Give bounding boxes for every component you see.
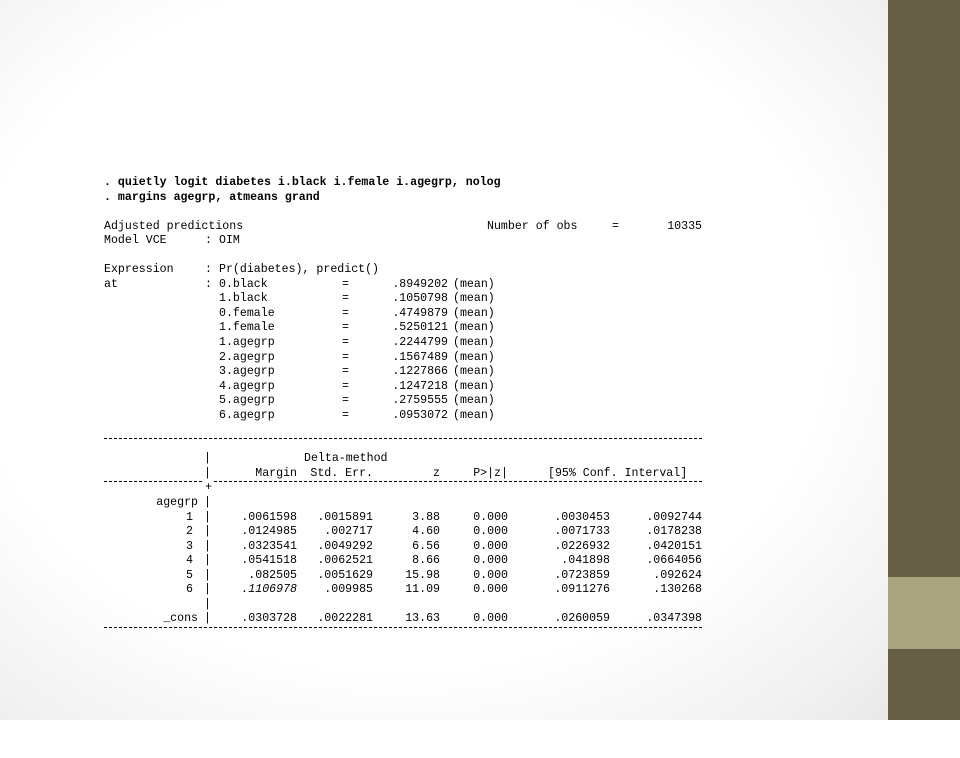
at-note: (mean) (453, 350, 495, 364)
cell-ci-high: .0664056 (646, 554, 702, 568)
table-header-line (104, 467, 714, 482)
vce-sep: : (205, 234, 212, 248)
cell-se: .009985 (324, 583, 373, 597)
at-line (104, 336, 714, 351)
at-line (104, 278, 714, 293)
at-equals: = (342, 408, 349, 422)
cell-ci-low: .0226932 (554, 539, 610, 553)
expression-label: Expression (104, 263, 174, 277)
at-value: .1247218 (392, 379, 448, 393)
blank-line (104, 249, 714, 264)
at-var: 4.agegrp (219, 379, 275, 393)
at-line (104, 321, 714, 336)
cell-ci-high: .092624 (653, 568, 702, 582)
cell-ci-low: .0030453 (554, 510, 610, 524)
cell-ci-high: .0178238 (646, 525, 702, 539)
cell-se: .0051629 (317, 568, 373, 582)
at-var: 2.agegrp (219, 350, 275, 364)
group-label-line (104, 496, 714, 511)
column-divider: | (204, 583, 211, 597)
row-label: 6 (186, 583, 193, 597)
column-divider: | (204, 554, 211, 568)
cell-p: 0.000 (473, 554, 508, 568)
at-value: .1227866 (392, 365, 448, 379)
cell-se: .002717 (324, 525, 373, 539)
at-value: .1567489 (392, 350, 448, 364)
at-equals: = (342, 277, 349, 291)
at-line (104, 351, 714, 366)
table-row (104, 583, 714, 598)
cell-ci-low: .0911276 (554, 583, 610, 597)
vce-label: Model VCE (104, 234, 167, 248)
row-label: 1 (186, 510, 193, 524)
output-title: Adjusted predictions (104, 219, 244, 233)
expression-sep: : (205, 263, 212, 277)
cell-p: 0.000 (473, 510, 508, 524)
at-value: .4749879 (392, 306, 448, 320)
cell-z: 11.09 (405, 583, 440, 597)
cell-z: 4.60 (412, 525, 440, 539)
accent-band-middle (888, 577, 960, 649)
cell-margin: .0303728 (241, 612, 297, 626)
column-divider: | (204, 539, 211, 553)
cell-se: .0022281 (317, 612, 373, 626)
column-divider: | (204, 466, 211, 480)
at-value: .5250121 (392, 321, 448, 335)
cell-z: 3.88 (412, 510, 440, 524)
cell-ci-low: .0260059 (554, 612, 610, 626)
vce-line (104, 234, 714, 249)
cell-z: 15.98 (405, 568, 440, 582)
table-row (104, 511, 714, 526)
at-equals: = (342, 336, 349, 350)
cell-z: 13.63 (405, 612, 440, 626)
at-var: 5.agegrp (219, 394, 275, 408)
at-label: at (104, 277, 118, 291)
dashed-rule (104, 438, 702, 439)
at-line (104, 292, 714, 307)
table-row (104, 569, 714, 584)
col-header-margin: Margin (255, 466, 297, 480)
cell-ci-high: .0092744 (646, 510, 702, 524)
col-header-ci: [95% Conf. Interval] (548, 466, 688, 480)
column-divider: | (204, 597, 211, 611)
at-note: (mean) (453, 306, 495, 320)
cell-margin: .0061598 (241, 510, 297, 524)
accent-band-bottom (888, 649, 960, 720)
at-value: .2244799 (392, 336, 448, 350)
column-divider: | (204, 612, 211, 626)
table-row (104, 525, 714, 540)
cell-se: .0049292 (317, 539, 373, 553)
cell-z: 8.66 (412, 554, 440, 568)
at-var: 1.black (219, 292, 268, 306)
cell-ci-high: .0420151 (646, 539, 702, 553)
column-divider: | (204, 568, 211, 582)
at-note: (mean) (453, 336, 495, 350)
at-note: (mean) (453, 365, 495, 379)
at-equals: = (342, 306, 349, 320)
command-line (104, 176, 714, 191)
at-line (104, 394, 714, 409)
col-header-se: Std. Err. (310, 466, 373, 480)
dashed-rule (104, 481, 702, 482)
at-equals: = (342, 365, 349, 379)
at-equals: = (342, 350, 349, 364)
cell-ci-high: .130268 (653, 583, 702, 597)
table-header-line (104, 452, 714, 467)
group-label: agegrp (156, 496, 198, 510)
col-header-z: z (433, 466, 440, 480)
row-label: 5 (186, 568, 193, 582)
logit-command: . quietly logit diabetes i.black i.female i.agegrp, nolog (104, 176, 501, 189)
at-value: .2759555 (392, 394, 448, 408)
cell-ci-low: .041898 (561, 554, 610, 568)
row-label: 2 (186, 525, 193, 539)
table-rule-mid (104, 481, 714, 496)
row-label: 3 (186, 539, 193, 553)
table-row (104, 540, 714, 555)
column-divider: | (204, 510, 211, 524)
stata-output (104, 176, 714, 642)
accent-band-top (888, 0, 960, 577)
cell-margin: .1106978 (241, 583, 297, 597)
at-note: (mean) (453, 379, 495, 393)
cell-p: 0.000 (473, 568, 508, 582)
row-label: 4 (186, 554, 193, 568)
table-row (104, 554, 714, 569)
col-header-p: P>|z| (473, 466, 508, 480)
cell-margin: .082505 (248, 568, 297, 582)
expression-value: Pr(diabetes), predict() (219, 263, 380, 277)
nobs-equals: = (612, 219, 619, 233)
dashed-rule (104, 627, 702, 628)
blank-line (104, 205, 714, 220)
at-equals: = (342, 292, 349, 306)
cell-ci-high: .0347398 (646, 612, 702, 626)
at-value: .1050798 (392, 292, 448, 306)
margins-command: . margins agegrp, atmeans grand (104, 190, 320, 204)
column-divider: | (204, 525, 211, 539)
at-line (104, 380, 714, 395)
cell-margin: .0323541 (241, 539, 297, 553)
header-line (104, 220, 714, 235)
cell-ci-low: .0071733 (554, 525, 610, 539)
expression-line (104, 263, 714, 278)
at-sep: : (205, 277, 212, 291)
at-equals: = (342, 394, 349, 408)
at-note: (mean) (453, 321, 495, 335)
at-var: 3.agegrp (219, 365, 275, 379)
cell-margin: .0541518 (241, 554, 297, 568)
at-line (104, 365, 714, 380)
vce-value: OIM (219, 234, 240, 248)
column-divider: | (204, 452, 211, 466)
column-divider: | (204, 496, 211, 510)
at-equals: = (342, 321, 349, 335)
at-var: 6.agegrp (219, 408, 275, 422)
table-rule-top (104, 438, 714, 453)
at-var: 1.female (219, 321, 275, 335)
row-label-cons: _cons (163, 612, 198, 626)
table-rule-bottom (104, 627, 714, 642)
rule-junction: + (205, 481, 212, 495)
cell-p: 0.000 (473, 583, 508, 597)
blank-line (104, 423, 714, 438)
at-var: 0.female (219, 306, 275, 320)
nobs-value: 10335 (667, 219, 702, 233)
nobs-label: Number of obs (487, 219, 578, 233)
cell-margin: .0124985 (241, 525, 297, 539)
cell-p: 0.000 (473, 612, 508, 626)
at-note: (mean) (453, 408, 495, 422)
at-note: (mean) (453, 394, 495, 408)
cell-se: .0015891 (317, 510, 373, 524)
command-line (104, 191, 714, 206)
at-note: (mean) (453, 292, 495, 306)
at-note: (mean) (453, 277, 495, 291)
cell-z: 6.56 (412, 539, 440, 553)
cell-p: 0.000 (473, 539, 508, 553)
cell-p: 0.000 (473, 525, 508, 539)
at-value: .8949202 (392, 277, 448, 291)
at-equals: = (342, 379, 349, 393)
at-var: 0.black (219, 277, 268, 291)
delta-method-label: Delta-method (304, 452, 388, 466)
at-line (104, 409, 714, 424)
cell-se: .0062521 (317, 554, 373, 568)
cell-ci-low: .0723859 (554, 568, 610, 582)
spacer-row (104, 598, 714, 613)
table-row-cons (104, 612, 714, 627)
at-value: .0953072 (392, 408, 448, 422)
at-line (104, 307, 714, 322)
at-var: 1.agegrp (219, 336, 275, 350)
